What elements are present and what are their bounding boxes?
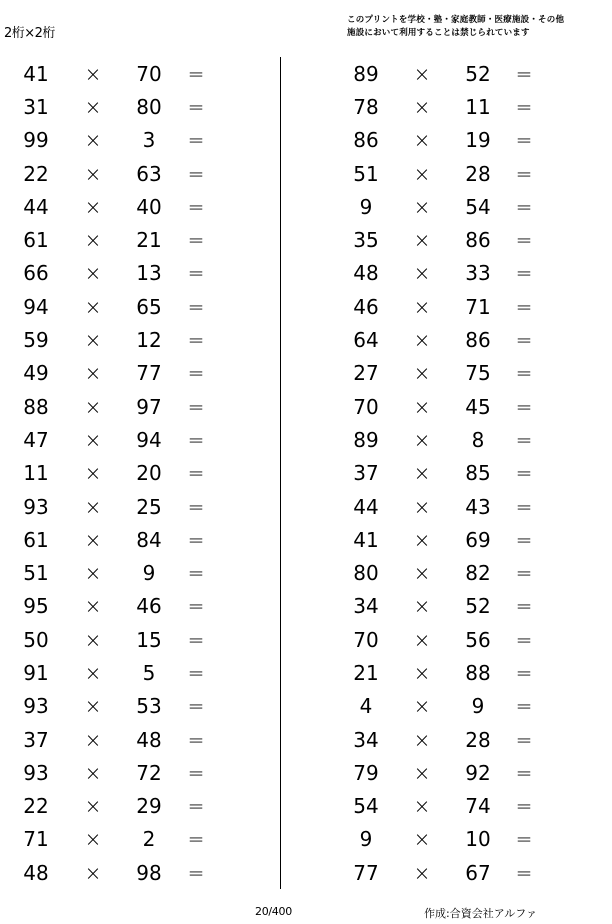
operand-a: 54 [353, 794, 379, 819]
operand-a: 21 [353, 660, 379, 685]
times-sign: × [84, 760, 102, 785]
operand-a: 11 [23, 461, 49, 486]
equals-sign: = [515, 860, 533, 885]
problem-row [0, 290, 260, 323]
operand-b: 85 [465, 461, 491, 486]
problem-row [0, 323, 260, 356]
operand-a: 22 [23, 161, 49, 186]
times-sign: × [84, 94, 102, 119]
times-sign: × [413, 827, 431, 852]
problem-row [330, 623, 590, 656]
equals-sign: = [187, 61, 205, 86]
operand-b: 71 [465, 294, 491, 319]
equals-sign: = [515, 294, 533, 319]
times-sign: × [413, 228, 431, 253]
equals-sign: = [515, 627, 533, 652]
operand-a: 37 [23, 727, 49, 752]
operand-b: 9 [142, 561, 156, 586]
times-sign: × [413, 427, 431, 452]
operand-b: 15 [136, 627, 162, 652]
worksheet-title: 2桁×2桁 [4, 26, 55, 41]
times-sign: × [84, 627, 102, 652]
times-sign: × [84, 61, 102, 86]
problem-row [0, 723, 260, 756]
operand-a: 51 [23, 561, 49, 586]
equals-sign: = [187, 161, 205, 186]
problem-row [0, 90, 260, 123]
times-sign: × [84, 194, 102, 219]
times-sign: × [84, 561, 102, 586]
operand-b: 98 [136, 860, 162, 885]
problem-row [330, 656, 590, 689]
operand-a: 44 [353, 494, 379, 519]
times-sign: × [84, 794, 102, 819]
problem-row [0, 457, 260, 490]
operand-b: 70 [136, 61, 162, 86]
equals-sign: = [515, 461, 533, 486]
equals-sign: = [187, 561, 205, 586]
operand-b: 82 [465, 561, 491, 586]
times-sign: × [413, 394, 431, 419]
problem-row [0, 423, 260, 456]
equals-sign: = [515, 128, 533, 153]
operand-b: 21 [136, 228, 162, 253]
operand-b: 45 [465, 394, 491, 419]
operand-b: 40 [136, 194, 162, 219]
equals-sign: = [187, 361, 205, 386]
operand-b: 28 [465, 727, 491, 752]
author-credit: 作成:合資会社アルファ [424, 907, 538, 920]
operand-b: 25 [136, 494, 162, 519]
operand-a: 61 [23, 527, 49, 552]
equals-sign: = [187, 527, 205, 552]
problem-row [330, 590, 590, 623]
equals-sign: = [187, 194, 205, 219]
problem-row [0, 590, 260, 623]
times-sign: × [413, 361, 431, 386]
times-sign: × [413, 94, 431, 119]
times-sign: × [84, 294, 102, 319]
problem-row [330, 124, 590, 157]
operand-a: 46 [353, 294, 379, 319]
operand-a: 48 [353, 261, 379, 286]
operand-a: 61 [23, 228, 49, 253]
operand-a: 41 [23, 61, 49, 86]
equals-sign: = [515, 61, 533, 86]
operand-b: 86 [465, 328, 491, 353]
problem-row [330, 223, 590, 256]
problem-row [330, 756, 590, 789]
equals-sign: = [187, 794, 205, 819]
operand-a: 34 [353, 727, 379, 752]
operand-b: 77 [136, 361, 162, 386]
operand-b: 8 [471, 427, 485, 452]
times-sign: × [84, 660, 102, 685]
equals-sign: = [515, 694, 533, 719]
operand-b: 48 [136, 727, 162, 752]
operand-a: 41 [353, 527, 379, 552]
problem-row [0, 124, 260, 157]
times-sign: × [413, 61, 431, 86]
problem-row [330, 856, 590, 889]
problem-row [0, 523, 260, 556]
operand-a: 95 [23, 594, 49, 619]
equals-sign: = [187, 94, 205, 119]
problem-row [330, 157, 590, 190]
operand-a: 44 [23, 194, 49, 219]
equals-sign: = [515, 328, 533, 353]
operand-a: 78 [353, 94, 379, 119]
operand-b: 19 [465, 128, 491, 153]
times-sign: × [413, 727, 431, 752]
problem-row [330, 823, 590, 856]
problem-row [330, 790, 590, 823]
equals-sign: = [515, 660, 533, 685]
equals-sign: = [515, 561, 533, 586]
times-sign: × [84, 427, 102, 452]
equals-sign: = [187, 727, 205, 752]
times-sign: × [84, 527, 102, 552]
times-sign: × [413, 594, 431, 619]
usage-notice-line-1: このプリントを学校・塾・家庭教師・医療施設・その他 [347, 15, 565, 25]
operand-b: 97 [136, 394, 162, 419]
times-sign: × [84, 228, 102, 253]
operand-a: 86 [353, 128, 379, 153]
times-sign: × [84, 494, 102, 519]
operand-a: 50 [23, 627, 49, 652]
problem-column-right [330, 57, 590, 889]
equals-sign: = [515, 228, 533, 253]
operand-a: 9 [359, 827, 373, 852]
operand-b: 52 [465, 61, 491, 86]
times-sign: × [413, 128, 431, 153]
equals-sign: = [515, 794, 533, 819]
operand-a: 59 [23, 328, 49, 353]
times-sign: × [84, 727, 102, 752]
operand-b: 33 [465, 261, 491, 286]
operand-b: 67 [465, 860, 491, 885]
operand-a: 22 [23, 794, 49, 819]
page-number: 20/400 [255, 905, 292, 918]
times-sign: × [84, 594, 102, 619]
operand-b: 94 [136, 427, 162, 452]
operand-b: 29 [136, 794, 162, 819]
equals-sign: = [187, 427, 205, 452]
usage-notice-line-2: 施設において利用することは禁じられています [347, 28, 530, 38]
operand-a: 70 [353, 627, 379, 652]
operand-b: 52 [465, 594, 491, 619]
problem-row [0, 690, 260, 723]
operand-a: 94 [23, 294, 49, 319]
problem-row [330, 57, 590, 90]
times-sign: × [413, 527, 431, 552]
times-sign: × [84, 694, 102, 719]
problem-row [0, 190, 260, 223]
operand-a: 64 [353, 328, 379, 353]
operand-b: 75 [465, 361, 491, 386]
times-sign: × [413, 461, 431, 486]
operand-a: 48 [23, 860, 49, 885]
equals-sign: = [515, 594, 533, 619]
operand-a: 80 [353, 561, 379, 586]
equals-sign: = [515, 727, 533, 752]
times-sign: × [413, 694, 431, 719]
operand-a: 88 [23, 394, 49, 419]
equals-sign: = [187, 760, 205, 785]
operand-a: 93 [23, 760, 49, 785]
problem-row [0, 623, 260, 656]
problem-row [330, 257, 590, 290]
equals-sign: = [187, 627, 205, 652]
times-sign: × [84, 261, 102, 286]
operand-b: 11 [465, 94, 491, 119]
operand-a: 37 [353, 461, 379, 486]
problem-row [0, 223, 260, 256]
operand-a: 93 [23, 694, 49, 719]
equals-sign: = [187, 394, 205, 419]
times-sign: × [413, 494, 431, 519]
equals-sign: = [187, 228, 205, 253]
times-sign: × [413, 561, 431, 586]
operand-a: 79 [353, 760, 379, 785]
problem-row [0, 390, 260, 423]
equals-sign: = [187, 860, 205, 885]
problem-row [330, 523, 590, 556]
equals-sign: = [187, 827, 205, 852]
problem-column-left [0, 57, 260, 889]
problem-row [0, 157, 260, 190]
problem-row [0, 790, 260, 823]
equals-sign: = [187, 128, 205, 153]
equals-sign: = [515, 527, 533, 552]
equals-sign: = [187, 294, 205, 319]
times-sign: × [84, 128, 102, 153]
equals-sign: = [187, 594, 205, 619]
times-sign: × [413, 860, 431, 885]
operand-b: 63 [136, 161, 162, 186]
equals-sign: = [187, 261, 205, 286]
times-sign: × [84, 328, 102, 353]
operand-a: 99 [23, 128, 49, 153]
operand-b: 86 [465, 228, 491, 253]
operand-b: 74 [465, 794, 491, 819]
operand-b: 72 [136, 760, 162, 785]
operand-a: 93 [23, 494, 49, 519]
times-sign: × [413, 627, 431, 652]
equals-sign: = [515, 161, 533, 186]
operand-b: 5 [142, 660, 156, 685]
operand-b: 53 [136, 694, 162, 719]
operand-b: 9 [471, 694, 485, 719]
operand-a: 71 [23, 827, 49, 852]
times-sign: × [413, 794, 431, 819]
times-sign: × [84, 394, 102, 419]
equals-sign: = [515, 361, 533, 386]
operand-b: 46 [136, 594, 162, 619]
times-sign: × [413, 760, 431, 785]
equals-sign: = [515, 494, 533, 519]
problem-row [0, 556, 260, 589]
equals-sign: = [187, 494, 205, 519]
operand-a: 89 [353, 61, 379, 86]
operand-a: 49 [23, 361, 49, 386]
equals-sign: = [187, 694, 205, 719]
problem-row [330, 190, 590, 223]
operand-a: 9 [359, 194, 373, 219]
problem-row [330, 90, 590, 123]
problem-row [330, 490, 590, 523]
times-sign: × [413, 294, 431, 319]
operand-b: 13 [136, 261, 162, 286]
operand-b: 54 [465, 194, 491, 219]
operand-a: 70 [353, 394, 379, 419]
operand-a: 31 [23, 94, 49, 119]
operand-b: 56 [465, 627, 491, 652]
problem-row [330, 556, 590, 589]
equals-sign: = [515, 827, 533, 852]
problem-row [0, 756, 260, 789]
problem-row [330, 290, 590, 323]
operand-b: 43 [465, 494, 491, 519]
equals-sign: = [515, 94, 533, 119]
problem-row [0, 490, 260, 523]
times-sign: × [413, 328, 431, 353]
times-sign: × [413, 194, 431, 219]
operand-b: 65 [136, 294, 162, 319]
operand-a: 47 [23, 427, 49, 452]
operand-a: 77 [353, 860, 379, 885]
problem-row [330, 690, 590, 723]
problem-row [0, 257, 260, 290]
operand-a: 51 [353, 161, 379, 186]
column-divider [280, 57, 281, 889]
equals-sign: = [187, 461, 205, 486]
operand-a: 35 [353, 228, 379, 253]
problem-row [330, 457, 590, 490]
equals-sign: = [515, 760, 533, 785]
usage-notice [347, 14, 587, 40]
problem-row [330, 723, 590, 756]
times-sign: × [413, 161, 431, 186]
problem-row [0, 823, 260, 856]
operand-b: 88 [465, 660, 491, 685]
problem-row [330, 390, 590, 423]
operand-b: 84 [136, 527, 162, 552]
problem-row [0, 656, 260, 689]
operand-b: 80 [136, 94, 162, 119]
problem-row [0, 856, 260, 889]
operand-b: 3 [142, 128, 156, 153]
operand-a: 34 [353, 594, 379, 619]
operand-a: 27 [353, 361, 379, 386]
times-sign: × [84, 461, 102, 486]
problem-row [330, 423, 590, 456]
operand-a: 4 [359, 694, 373, 719]
operand-b: 92 [465, 760, 491, 785]
times-sign: × [413, 261, 431, 286]
problem-row [330, 323, 590, 356]
operand-b: 10 [465, 827, 491, 852]
operand-a: 89 [353, 427, 379, 452]
equals-sign: = [187, 328, 205, 353]
operand-b: 12 [136, 328, 162, 353]
operand-b: 28 [465, 161, 491, 186]
operand-a: 66 [23, 261, 49, 286]
times-sign: × [84, 860, 102, 885]
operand-b: 69 [465, 527, 491, 552]
times-sign: × [84, 361, 102, 386]
equals-sign: = [515, 194, 533, 219]
operand-a: 91 [23, 660, 49, 685]
problem-row [330, 357, 590, 390]
operand-b: 2 [142, 827, 156, 852]
problem-row [0, 57, 260, 90]
times-sign: × [413, 660, 431, 685]
times-sign: × [84, 827, 102, 852]
equals-sign: = [515, 261, 533, 286]
equals-sign: = [187, 660, 205, 685]
equals-sign: = [515, 394, 533, 419]
problem-row [0, 357, 260, 390]
operand-b: 20 [136, 461, 162, 486]
times-sign: × [84, 161, 102, 186]
equals-sign: = [515, 427, 533, 452]
